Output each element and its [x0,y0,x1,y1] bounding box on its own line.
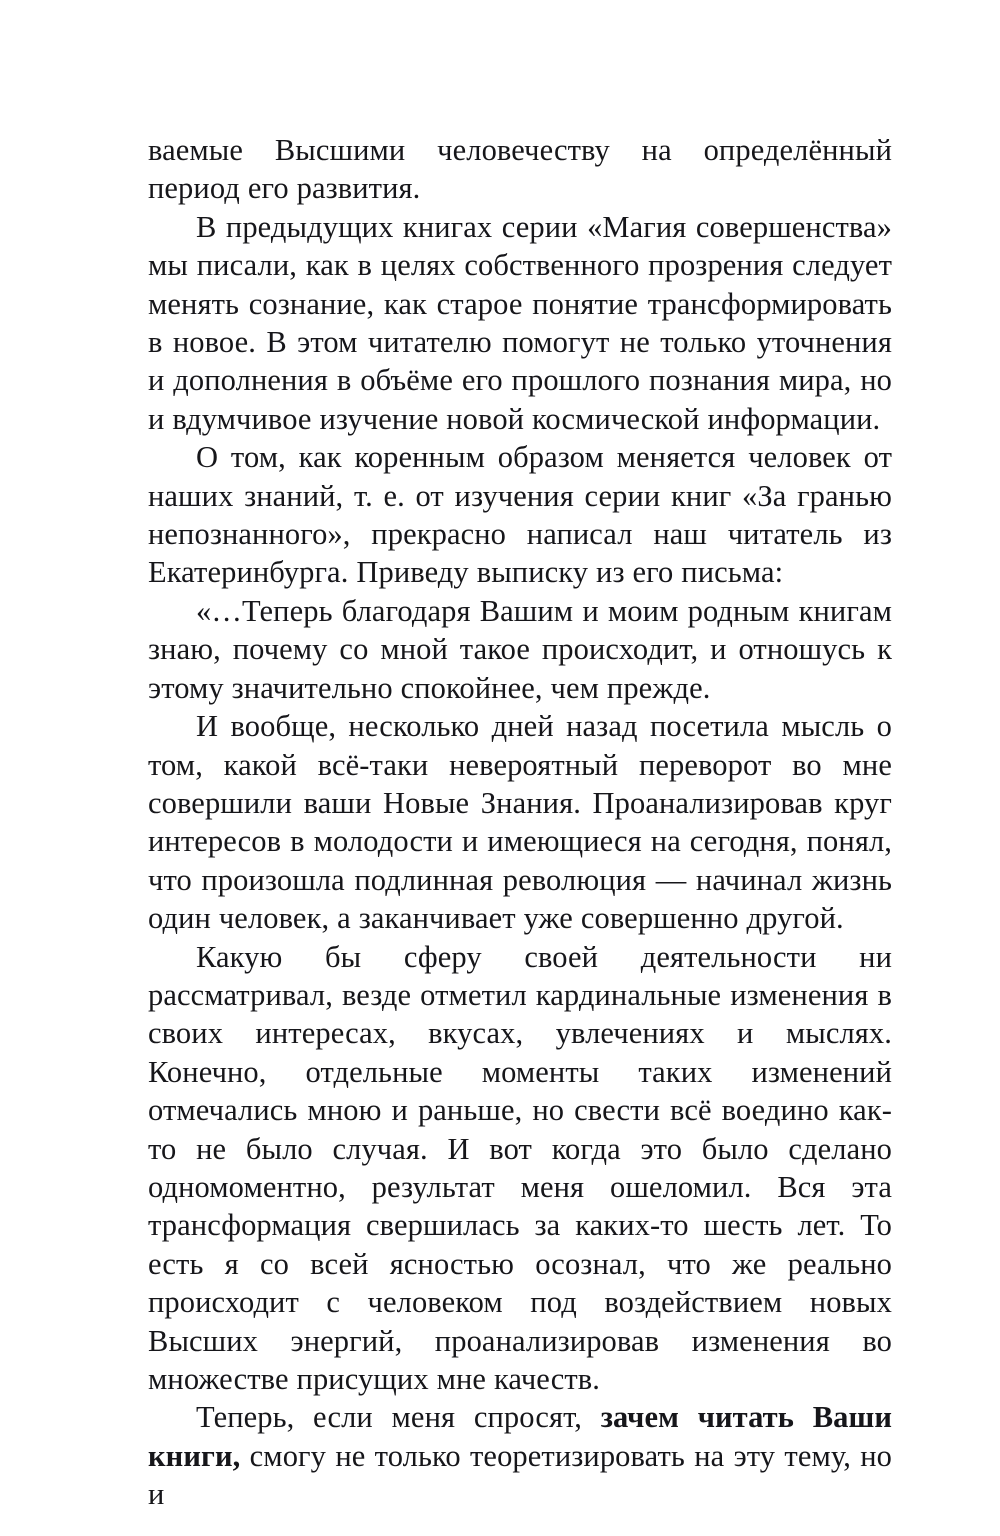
paragraph-2: В предыдущих книгах серии «Магия совершенства» мы писали, как в целях собственного прозрения следует менять сознание, как старое понятие трансформировать в новое. В этом читателю помогут не только уточнения и дополнения в объёме его прошлого познания мира, но и вдумчивое изучение новой космической информации. [148,209,892,436]
paragraph-7 [148,1398,892,1513]
body-text-column [148,131,892,1514]
paragraph-7-emphasis: зачем читать Ваши книги, [148,1400,893,1473]
paragraph-3: О том, как коренным образом меняется человек от наших знаний, т. е. от изучения серии книг «За гранью непознанного», прекрасно написал наш читатель из Екатеринбурга. Приведу выписку из его письма: [148,440,892,590]
paragraph-7-suffix: смогу не только теоретизировать на эту тему, но и [148,1438,892,1512]
paragraph-4: «…Теперь благодаря Вашим и моим родным книгам знаю, почему со мной такое происходит, и отношусь к этому значительно спокойнее, чем прежде. [148,593,892,705]
paragraph-7-prefix: Теперь, если меня спросят, [196,1400,601,1435]
paragraph-5: И вообще, несколько дней назад посетила мысль о том, какой всё-таки невероятный переворот во мне совершили ваши Новые Знания. Проанализировав круг интересов в молодости и имеющиеся на сегодня, понял, что произошла подлинная революция — начинал жизнь один человек, а заканчивает уже совершенно другой. [148,709,892,936]
paragraph-6: Какую бы сферу своей деятельности ни рассматривал, везде отметил кардинальные изменения в своих интересах, вкусах, увлечениях и мыслях. Конечно, отдельные моменты таких изменений отмечались мною и раньше, но свести всё воедино как-то не было случая. И вот когда это было сделано одномоментно, результат меня ошеломил. Вся эта трансформация свершилась за каких-то шесть лет. То есть я со всей ясностью осознал, что же реально происходит с человеком под воздействием новых Высших энергий, проанализировав изменения во множестве присущих мне качеств. [148,939,892,1396]
paragraph-1: ваемые Высшими человечеству на определённый период его развития. [148,133,892,206]
